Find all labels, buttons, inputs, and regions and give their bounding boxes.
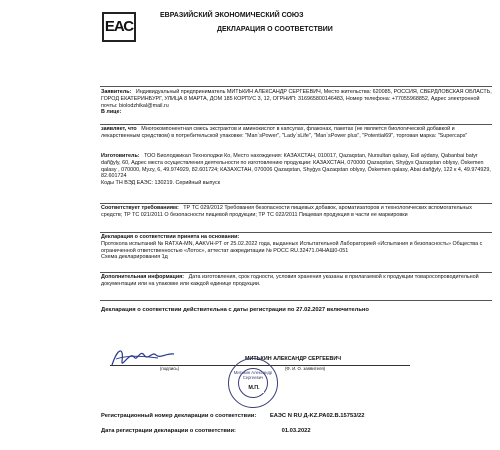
validity-text: Декларация о соответствии действительна с даты регистрации по 27.02.2027 включительно [101,307,369,313]
applicant-section [101,89,493,116]
additional-label: Дополнительная информация: [101,274,185,280]
divider [100,86,492,87]
divider [100,272,492,273]
basis-section [101,234,493,261]
applicant-label: Заявитель: [101,89,132,95]
stamp-mp-label: М.П. [244,383,264,393]
signature-caption: (подпись) [160,366,180,371]
declares-section [101,126,493,140]
applicant-text: Индивидуальный предприниматель МИТЬКИН АЛЕКСАНДР СЕРГЕЕВИЧ, Место жительства: 620085, РОССИЯ, СВЕРДЛОВСКАЯ ОБЛАСТЬ, ГОРОД ЕКАТЕРИНБУРГ, УЛИЦА 8 МАРТА, ДОМ 185 КОРПУС 3, 12, ОГРНИП: 316965800146483, Номер телефона: +77055968852, Адрес электронной почты: biolodzhikal@mail.ru [101,89,492,109]
in-person-label: В лице: [101,109,122,116]
declares-text: Многокомпонентная смесь экстрактов и аминокислот в капсулах, флаконах, пакетах (не является биологической добавкой и лекарственным средством) в потребительской упаковке: "Man`sPower", "Lady`sLife", "Man`sPower plus", "Potential69", торговая марка: "Supercaps" [101,126,468,139]
manufacturer-section [101,153,493,187]
manufacturer-label: Изготовитель: [101,153,140,159]
additional-section [101,274,493,288]
divider [100,232,492,233]
divider [100,203,492,204]
basis-label: Декларация о соответствии принята на основании: [101,234,240,240]
registration-number-row [101,413,364,419]
seal-text: Митькин Александр Сергеевич [233,370,273,380]
fio-caption: (Ф. И. О. заявителя) [285,366,326,371]
eac-logo: ЕАС [102,12,136,42]
registration-number: ЕАЭС N RU Д-KZ.РА02.В.15753/22 [269,413,365,419]
applicant-name: МИТЬКИН АЛЕКСАНДР СЕРГЕЕВИЧ [245,356,342,362]
manufacturer-text: ТОО Биолоджикал Технолоджи Ко, Место нахождения: КАЗАХСТАН, 010017, Qazaqstan, Nursultan qalasy, Esil aýdany, Qabanbai batyr dañğyly, 60, Адрес места осуществления деятельности по изготовлению продукции: КАЗАХСТАН, 070000 Qazaqstan, Shyģys Qazaqstan oblysy, Öskemen qalasy , 070000, Myzy, 6, 49.974929, 82.601724; КАЗАХСТАН, 070006 Qazaqstan, Shyģys Qazaqstan oblysy, Öskemen qalasy, Abai dañğyly, 122 к 4, 49.974929, 82.601724 [101,153,491,180]
registration-date-row [101,428,311,434]
basis-text: Протокола испытаний № RATXA-MN, AAKVH-PT от 25.02.2022 года, выданных Испытательной Лабораторией «Испытания и безопасность» Общества с ограниченной ответственностью «Лотос», аттестат аккредитации № РОСС RU.32471.04НАШ0-051 [101,240,483,254]
divider [100,300,492,301]
divider [100,124,492,125]
requirements-text: ТР ТС 029/2012 Требования безопасности пищевых добавок, ароматизаторов и технологических вспомогательных средств; ТР ТС 021/2011 О безопасности пищевой продукции; ТР ТС 022/2011 Пищевая продукция в части ее маркировки [101,205,472,218]
declares-label: заявляет, что [101,126,137,132]
requirements-section [101,205,493,219]
registration-date: 01.03.2022 [281,428,311,434]
registration-date-label: Дата регистрации декларации о соответствии: [101,428,236,434]
registration-number-label: Регистрационный номер декларации о соответствии: [101,413,257,419]
codes-text: Коды ТН ВЭД ЕАЭС: 130219. Серийный выпуск [101,180,221,187]
scheme-text: Схема декларирования 1д [101,254,168,261]
requirements-label: Соответствует требованиям: [101,205,179,211]
document-title: ДЕКЛАРАЦИЯ О СООТВЕТСТВИИ [217,26,333,33]
union-title: ЕВРАЗИЙСКИЙ ЭКОНОМИЧЕСКИЙ СОЮЗ [160,12,304,19]
additional-text: Дата изготовления, срок годности, условия хранения указаны в прилагаемой к продукции товаросопроводительной документации или на упаковке или каждой единице продукции. [101,274,479,287]
